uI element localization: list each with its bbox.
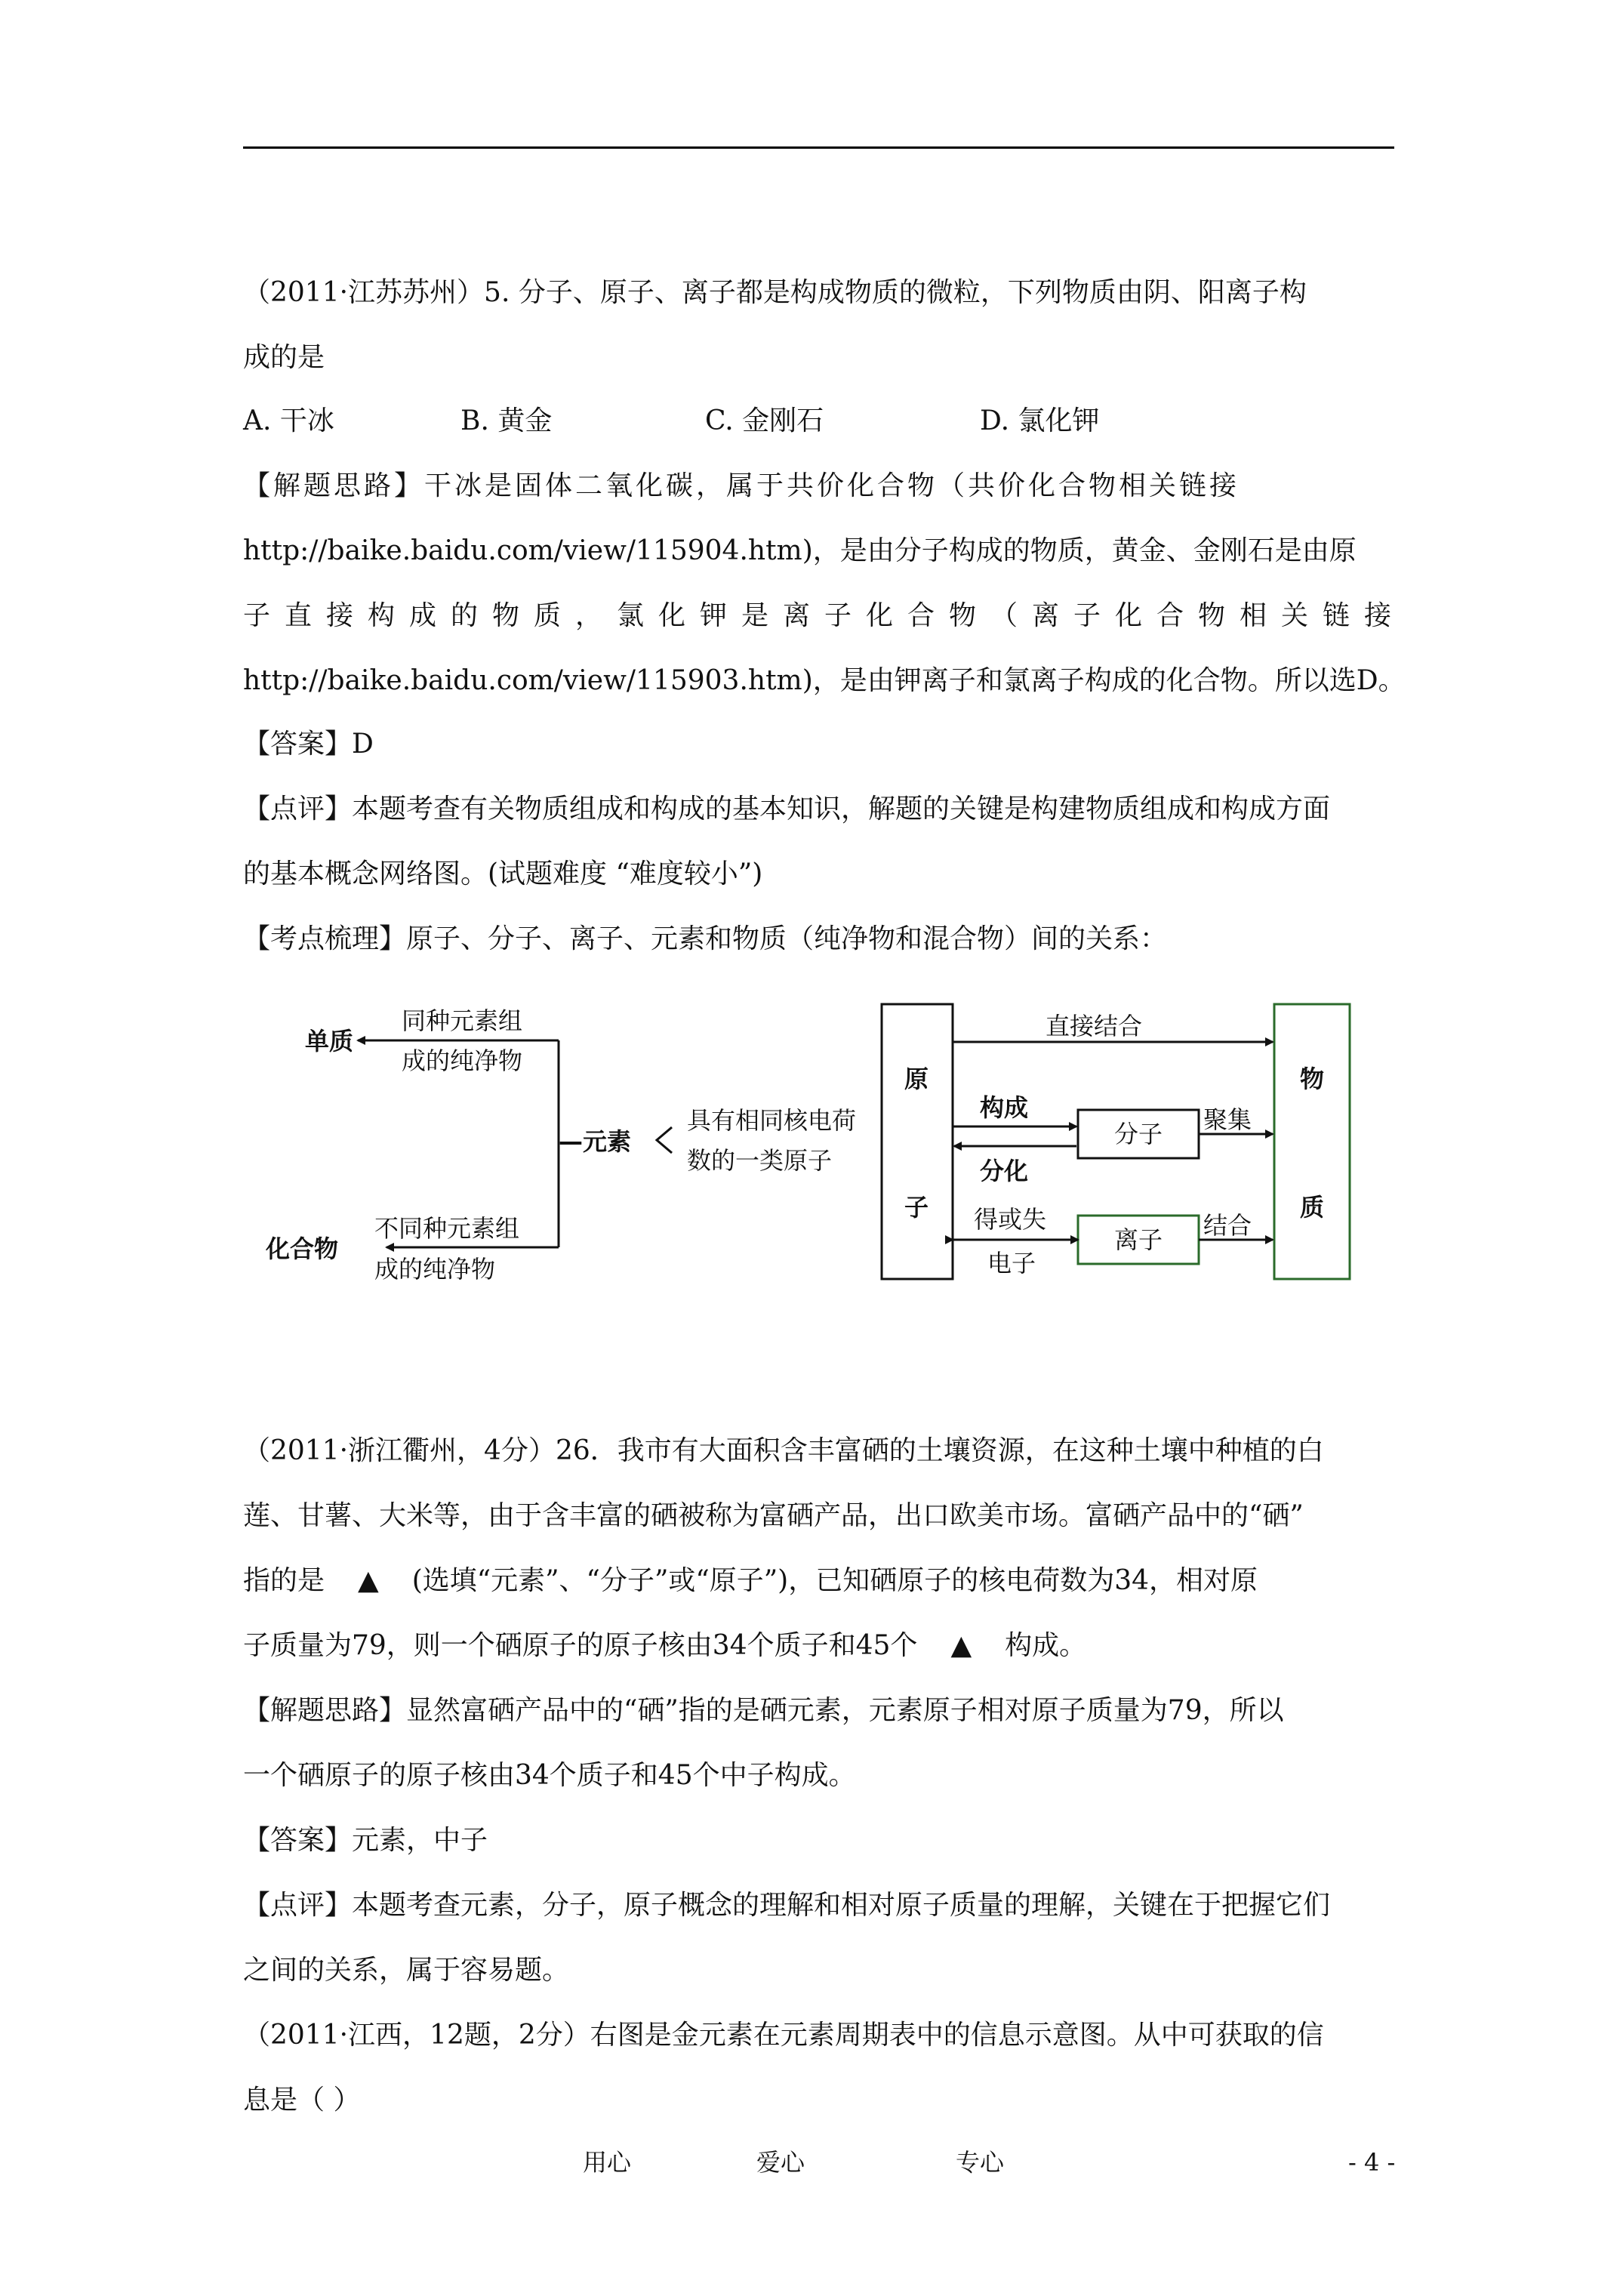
danzhi-label: 单质	[305, 1027, 354, 1056]
diff-element-label-2: 成的纯净物	[374, 1255, 496, 1284]
q1-comment-line2: 的基本概念网络图。(试题难度 “难度较小”)	[243, 858, 763, 889]
atom-box-char-1: 原	[904, 1065, 929, 1093]
substance-box-char-1: 物	[1300, 1065, 1325, 1093]
deshi-label-2: 电子	[987, 1249, 1036, 1277]
yuansu-label: —元素	[559, 1127, 632, 1156]
footer-item-3: 专心	[956, 2148, 1005, 2177]
atom-box-char-2: 子	[904, 1193, 929, 1222]
same-charge-label-1: 具有相同核电荷	[687, 1106, 857, 1135]
q1-stem-line1: （2011·江苏苏州）5. 分子、原子、离子都是构成物质的微粒，下列物质由阴、阳离子构	[243, 277, 1307, 308]
q2-stem-line4	[243, 1629, 1086, 1663]
q1-option-b: B. 黄金	[460, 405, 553, 436]
substance-box	[1274, 1004, 1350, 1279]
diff-element-label-1: 不同种元素组	[374, 1214, 520, 1243]
atom-box	[882, 1004, 953, 1279]
q1-option-d: D. 氯化钾	[980, 405, 1100, 436]
q2-line4-end: 构成。	[1005, 1630, 1087, 1661]
header-rule	[243, 146, 1394, 149]
same-element-label-1: 同种元素组	[402, 1006, 523, 1035]
q2-analysis-line2: 一个硒原子的原子核由34个质子和45个中子构成。	[243, 1760, 856, 1791]
q1-analysis-line1: 【解题思路】干冰是固体二氧化碳，属于共价化合物（共价化合物相关链接	[243, 470, 1240, 501]
huahewu-label: 化合物	[266, 1234, 339, 1263]
jiehe-label: 结合	[1203, 1211, 1252, 1240]
footer-item-1: 用心	[583, 2148, 632, 2177]
q1-analysis-line3: 子直接构成的物质，氯化钾是离子化合物（离子化合物相关链接	[243, 600, 1406, 631]
q2-comment-line1: 【点评】本题考查元素，分子，原子概念的理解和相对原子质量的理解，关键在于把握它们	[243, 1890, 1331, 1921]
same-charge-chevron	[657, 1127, 672, 1153]
relationship-diagram	[249, 982, 1397, 1299]
goucheng-label: 构成	[980, 1093, 1029, 1122]
direct-label: 直接结合	[1046, 1012, 1143, 1040]
footer-item-2: 爱心	[756, 2148, 805, 2177]
q2-answer: 【答案】元素，中子	[243, 1825, 488, 1856]
q3-stem-line1: （2011·江西，12题，2分）右图是金元素在元素周期表中的信息示意图。从中可获取的信	[243, 2020, 1324, 2051]
q2-blank-mark-2: ▲	[950, 1630, 972, 1661]
q2-stem-line2: 莲、甘薯、大米等，由于含丰富的硒被称为富硒产品，出口欧美市场。富硒产品中的“硒”	[243, 1500, 1304, 1531]
q1-kaodian: 【考点梳理】原子、分子、离子、元素和物质（纯净物和混合物）间的关系：	[243, 923, 1168, 954]
q1-stem-line2: 成的是	[243, 342, 325, 373]
deshi-label-1: 得或失	[974, 1205, 1047, 1234]
same-element-label-2: 成的纯净物	[402, 1046, 523, 1075]
q2-analysis-line1: 【解题思路】显然富硒产品中的“硒”指的是硒元素，元素原子相对原子质量为79，所以	[243, 1695, 1284, 1726]
q1-option-a: A. 干冰	[243, 405, 334, 436]
q1-answer: 【答案】D	[243, 729, 374, 760]
q1-comment-line1: 【点评】本题考查有关物质组成和构成的基本知识，解题的关键是构建物质组成和构成方面	[243, 794, 1331, 824]
q2-stem-line3	[243, 1564, 1258, 1598]
q1-analysis-line2: http://baike.baidu.com/view/115904.htm)，是由分子构成的物质，黄金、金刚石是由原	[243, 535, 1357, 566]
q2-comment-line2: 之间的关系，属于容易题。	[243, 1955, 570, 1986]
q2-blank-mark-1: ▲	[358, 1565, 379, 1596]
q2-line3-start: 指的是	[243, 1565, 325, 1596]
fenhua-label: 分化	[980, 1157, 1029, 1185]
q1-analysis-line4: http://baike.baidu.com/view/115903.htm)，是由钾离子和氯离子构成的化合物。所以选D。	[243, 665, 1406, 696]
ion-label: 离子	[1114, 1225, 1163, 1254]
q3-stem-line2: 息是（ ）	[243, 2085, 361, 2116]
q2-line4-start: 子质量为79，则一个硒原子的原子核由34个质子和45个	[243, 1630, 918, 1661]
q1-option-c: C. 金刚石	[705, 405, 824, 436]
juji-label: 聚集	[1203, 1105, 1252, 1134]
page-number: - 4 -	[1348, 2148, 1396, 2177]
substance-box-char-2: 质	[1300, 1193, 1325, 1222]
q2-stem-line1: （2011·浙江衢州，4分）26．我市有大面积含丰富硒的土壤资源，在这种土壤中种植的白	[243, 1435, 1324, 1466]
same-charge-label-2: 数的一类原子	[687, 1146, 833, 1175]
q2-line3-end: (选填“元素”、“分子”或“原子”)，已知硒原子的核电荷数为34，相对原	[411, 1565, 1258, 1596]
molecule-label: 分子	[1114, 1120, 1163, 1148]
